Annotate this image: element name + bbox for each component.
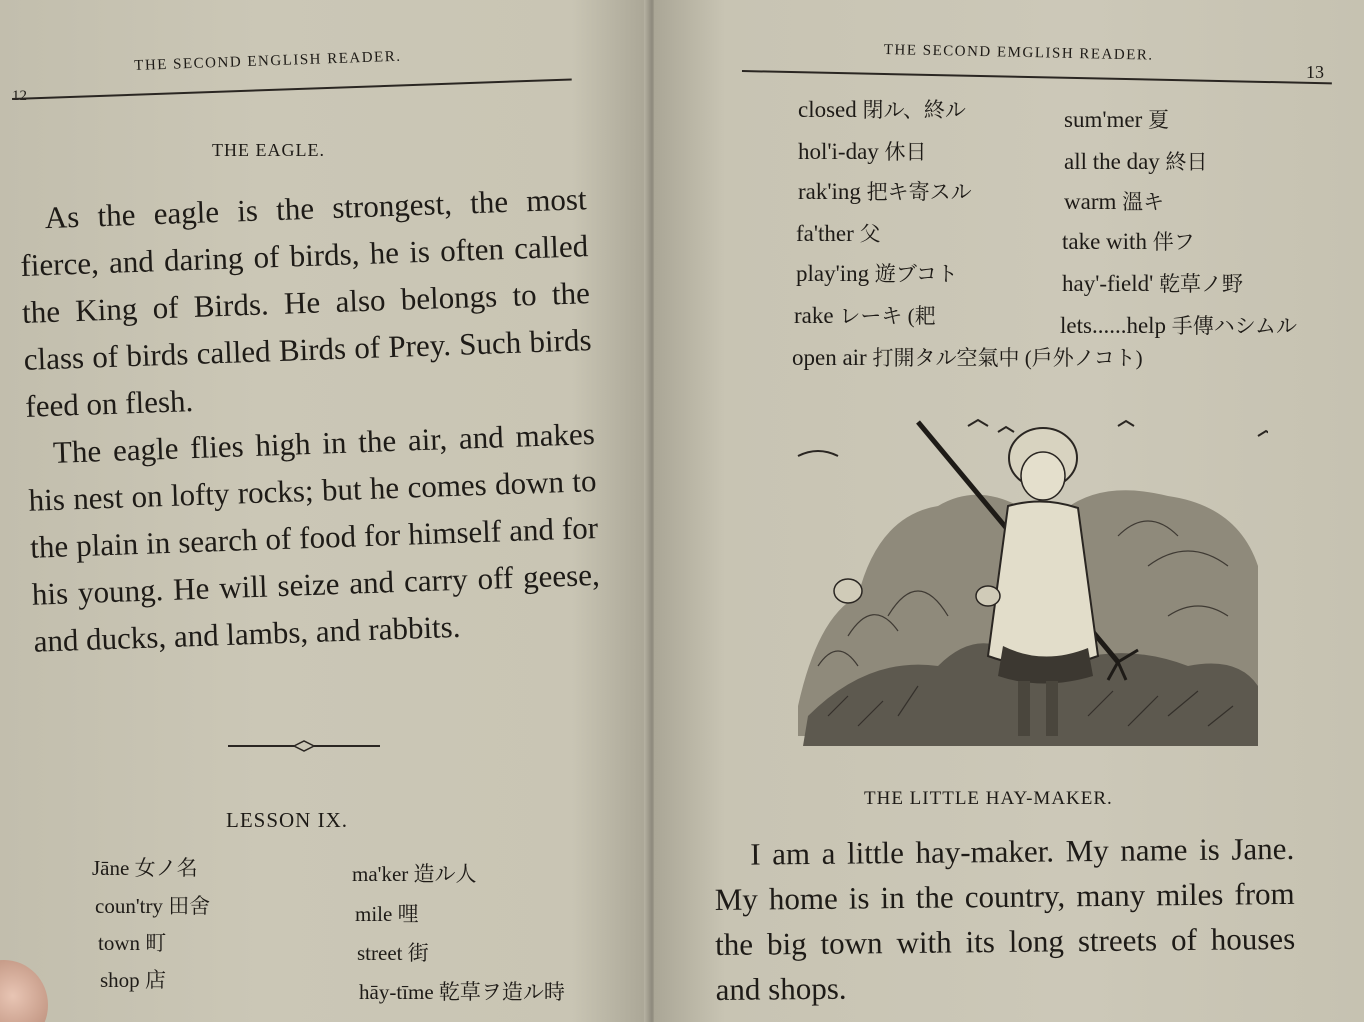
- vocab-word: sum'mer: [1064, 107, 1143, 132]
- vocab-word: hol'i-day: [798, 139, 879, 164]
- vocab-item: [1064, 186, 1164, 216]
- vocab-item: [359, 976, 565, 1006]
- vocab-item: [1062, 268, 1243, 298]
- hay-maker-text: [714, 826, 1296, 1012]
- vocab-word: town: [98, 931, 140, 955]
- right-page: [654, 0, 1364, 1022]
- paragraph: [714, 826, 1296, 1012]
- text-line: I am a little hay-maker. My name: [750, 832, 1188, 872]
- section-title: THE EAGLE.: [212, 140, 325, 160]
- vocab-word: closed: [798, 97, 857, 122]
- text-line: of Prey. Such birds feed on flesh.: [24, 322, 593, 424]
- vocab-word: shop: [100, 968, 140, 992]
- vocab-gloss: 打開タル空氣中 (戶外ノコト): [872, 346, 1143, 370]
- text-line: is Jane. My home is in the country,: [714, 830, 1295, 917]
- page-number: 13: [1306, 62, 1324, 82]
- running-head: THE SECOND EMGLISH READER.: [883, 42, 1154, 64]
- lesson-heading: LESSON IX.: [226, 808, 349, 832]
- vocab-word: street: [357, 941, 403, 965]
- vocab-gloss: 夏: [1148, 108, 1169, 132]
- eagle-text: [18, 175, 602, 665]
- vocab-word: lets......help: [1060, 313, 1167, 338]
- text-line: seize and carry off geese, and ducks, and: [32, 556, 601, 659]
- text-line: fierce, and daring of birds, he is often: [19, 231, 505, 283]
- text-line: The eagle flies high in the air, and: [52, 419, 505, 470]
- vocab-item: [796, 258, 958, 288]
- vocab-word: fa'ther: [796, 221, 854, 246]
- vocab-item: [95, 890, 210, 920]
- vocab-word: rake: [794, 303, 834, 328]
- page-number: 12: [12, 88, 27, 104]
- vocab-item: [796, 218, 881, 248]
- vocab-item: [794, 300, 936, 330]
- vocab-gloss: 遊ブコト: [874, 262, 958, 286]
- vocab-gloss: 田舍: [168, 894, 211, 918]
- vocab-item: [1062, 226, 1195, 256]
- vocab-gloss: 町: [145, 931, 167, 955]
- text-line: makes his nest on lofty rocks; but he: [28, 416, 596, 518]
- text-line: belongs to the class of birds called Birds: [23, 275, 591, 377]
- vocab-gloss: 溫キ: [1122, 190, 1165, 214]
- header-rule: [12, 78, 572, 100]
- header-rule: [742, 70, 1332, 84]
- text-line: comes down to the plain in search of food: [29, 463, 597, 565]
- thumb: [0, 960, 48, 1022]
- vocab-word: rak'ing: [798, 179, 861, 204]
- vocab-item: [1060, 310, 1297, 340]
- vocab-word: all the day: [1064, 149, 1160, 174]
- text-line: long streets of houses and shops.: [715, 920, 1296, 1007]
- vocab-gloss: レーキ (耙: [839, 304, 936, 328]
- vocab-word: ma'ker: [352, 862, 409, 886]
- vocab-gloss: 店: [144, 968, 166, 992]
- vocab-gloss: 閉ル、終ル: [862, 98, 966, 122]
- illustration-caption: THE LITTLE HAY-MAKER.: [864, 788, 1113, 809]
- vocab-item: [100, 964, 166, 994]
- left-page: [0, 0, 650, 1022]
- vocab-word: take with: [1062, 229, 1147, 254]
- vocab-word: Jāne: [92, 856, 130, 880]
- vocab-item: [792, 342, 1143, 372]
- vocab-word: hāy-tīme: [359, 980, 434, 1004]
- vocab-word: play'ing: [796, 261, 870, 286]
- paragraph: [26, 410, 602, 665]
- vocab-item: [98, 927, 166, 957]
- text-line: for himself and for his young. He will: [31, 509, 599, 612]
- vocab-word: warm: [1064, 189, 1117, 214]
- vocab-item: [798, 176, 972, 206]
- ornament-divider: [226, 738, 382, 754]
- vocab-item: [92, 852, 198, 882]
- vocab-item: [352, 858, 477, 888]
- vocab-word: coun'try: [95, 894, 163, 918]
- vocab-gloss: 休日: [884, 140, 927, 164]
- vocab-item: [355, 898, 419, 928]
- vocab-item: [1064, 104, 1169, 134]
- vocab-gloss: 把キ寄スル: [866, 180, 972, 204]
- vocab-item: [1064, 146, 1208, 176]
- text-line: lambs, and rabbits.: [225, 608, 461, 652]
- vocab-gloss: 伴フ: [1152, 230, 1195, 254]
- vocab-item: [798, 136, 927, 166]
- vocab-gloss: 父: [859, 222, 881, 246]
- hay-maker-illustration: [788, 416, 1268, 756]
- vocab-gloss: 乾草ノ野: [1159, 272, 1244, 296]
- vocab-gloss: 乾草ヲ造ル時: [438, 980, 565, 1004]
- paragraph: [18, 175, 594, 430]
- vocab-gloss: 街: [407, 941, 429, 965]
- vocab-item: [798, 94, 966, 124]
- vocab-gloss: 造ル人: [413, 862, 477, 886]
- vocab-word: mile: [355, 902, 393, 926]
- vocab-gloss: 終日: [1165, 150, 1208, 174]
- text-line: As the eagle is the strongest, the most: [44, 181, 588, 236]
- running-head: THE SECOND ENGLISH READER.: [134, 48, 402, 74]
- vocab-item: [357, 937, 429, 967]
- vocab-word: hay'-field': [1062, 271, 1154, 296]
- text-line: many miles from the big town with its: [714, 875, 1295, 962]
- vocab-gloss: 哩: [397, 902, 419, 926]
- vocab-gloss: 女ノ名: [134, 856, 198, 880]
- text-line: called the King of Birds. He also: [21, 228, 589, 330]
- vocab-gloss: 手傳ハシムル: [1171, 314, 1297, 338]
- vocab-word: open air: [792, 345, 867, 370]
